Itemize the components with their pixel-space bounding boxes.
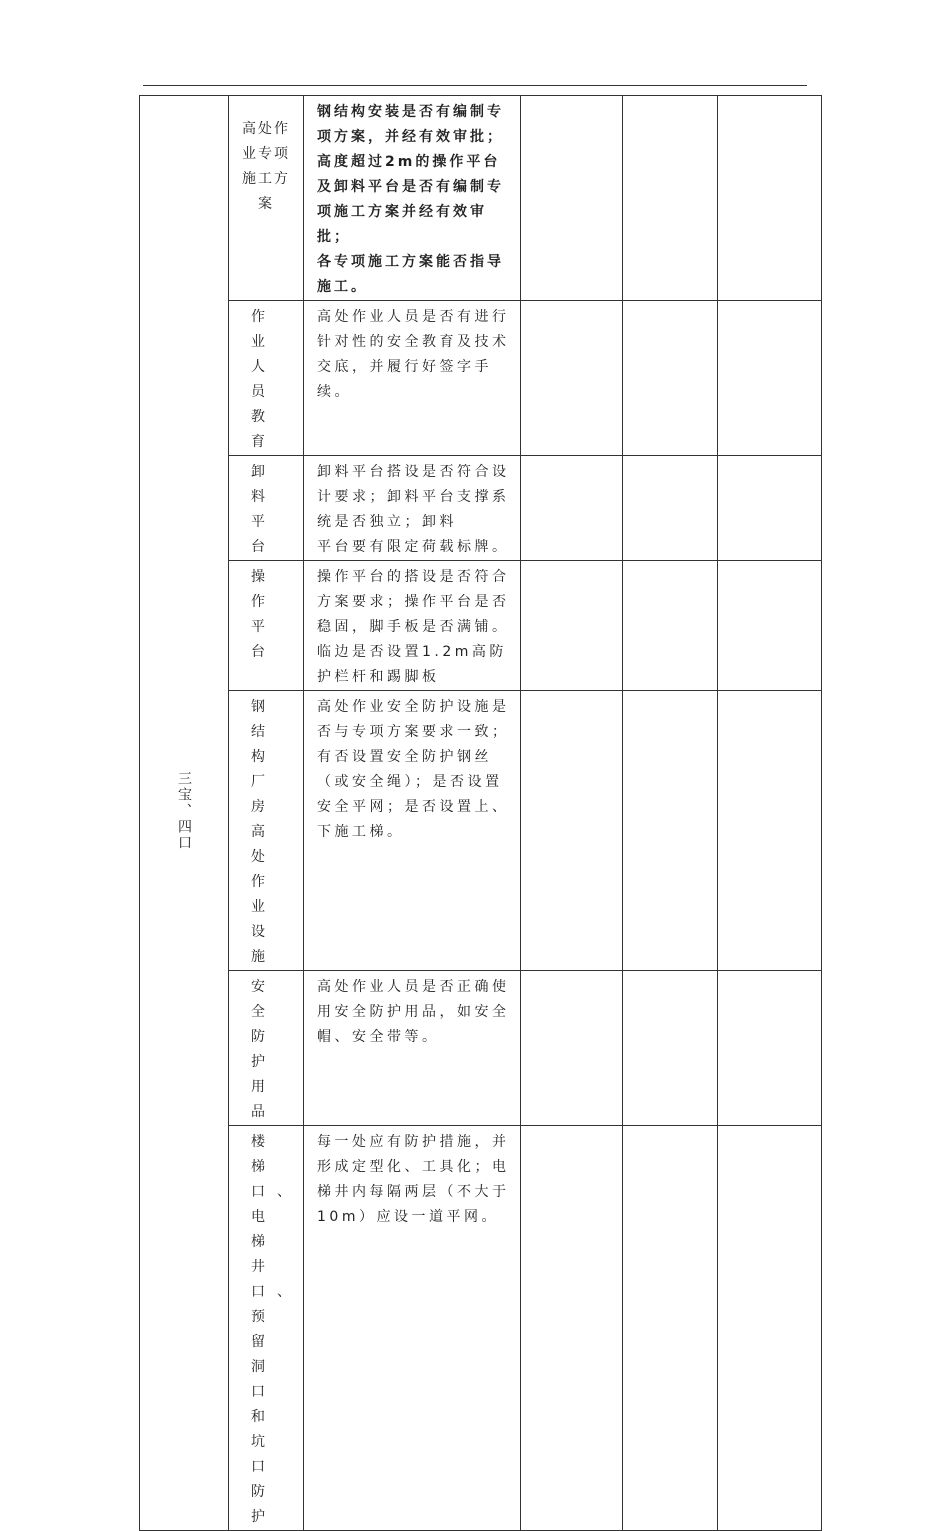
result-cell <box>623 561 718 691</box>
item-cell: 楼梯口、电梯井口、预留洞口和坑口防护 <box>229 1126 304 1531</box>
result-cell <box>718 301 822 456</box>
table-row <box>140 691 822 971</box>
item-cell: 安全防护用品 <box>229 971 304 1126</box>
result-cell <box>718 971 822 1126</box>
result-cell <box>623 971 718 1126</box>
table-row <box>140 301 822 456</box>
result-cell <box>718 691 822 971</box>
header-rule <box>143 85 807 86</box>
result-cell <box>521 561 623 691</box>
description-cell: 高处作业人员是否有进行针对性的安全教育及技术交底，并履行好签字手续。 <box>304 301 521 456</box>
result-cell <box>521 301 623 456</box>
item-cell: 操作平台 <box>229 561 304 691</box>
item-cell: 作业人员教育 <box>229 301 304 456</box>
item-cell: 钢结构厂房高处作业设施 <box>229 691 304 971</box>
description-cell: 钢结构安装是否有编制专项方案，并经有效审批； 高度超过2m的操作平台及卸料平台是否有编制专项施工方案并经有效审批； 各专项施工方案能否指导施工。 <box>304 96 521 301</box>
safety-inspection-table <box>139 95 822 1531</box>
result-cell <box>623 691 718 971</box>
result-cell <box>623 456 718 561</box>
category-label: 三宝、四口 <box>176 771 192 851</box>
description-cell: 操作平台的搭设是否符合方案要求；操作平台是否稳固，脚手板是否满铺。 临边是否设置1.2m高防护栏杆和踢脚板 <box>304 561 521 691</box>
result-cell <box>521 1126 623 1531</box>
category-cell <box>140 96 229 1531</box>
result-cell <box>718 456 822 561</box>
description-cell: 高处作业人员是否正确使用安全防护用品，如安全帽、安全带等。 <box>304 971 521 1126</box>
table-row <box>140 561 822 691</box>
description-cell: 高处作业安全防护设施是否与专项方案要求一致；有否设置安全防护钢丝（或安全绳）；是否设置安全平网；是否设置上、下施工梯。 <box>304 691 521 971</box>
table-row <box>140 1126 822 1531</box>
result-cell <box>718 561 822 691</box>
table-row <box>140 456 822 561</box>
result-cell <box>623 301 718 456</box>
description-cell: 每一处应有防护措施，并形成定型化、工具化；电梯井内每隔两层（不大于10m）应设一道平网。 <box>304 1126 521 1531</box>
result-cell <box>718 1126 822 1531</box>
result-cell <box>623 96 718 301</box>
table-row <box>140 971 822 1126</box>
result-cell <box>521 456 623 561</box>
result-cell <box>718 96 822 301</box>
description-cell: 卸料平台搭设是否符合设计要求；卸料平台支撑系统是否独立；卸料 平台要有限定荷载标牌。 <box>304 456 521 561</box>
table-row <box>140 96 822 301</box>
result-cell <box>623 1126 718 1531</box>
result-cell <box>521 691 623 971</box>
item-cell: 高处作业专项施工方案 <box>229 96 304 301</box>
result-cell <box>521 96 623 301</box>
result-cell <box>521 971 623 1126</box>
item-cell: 卸料平台 <box>229 456 304 561</box>
